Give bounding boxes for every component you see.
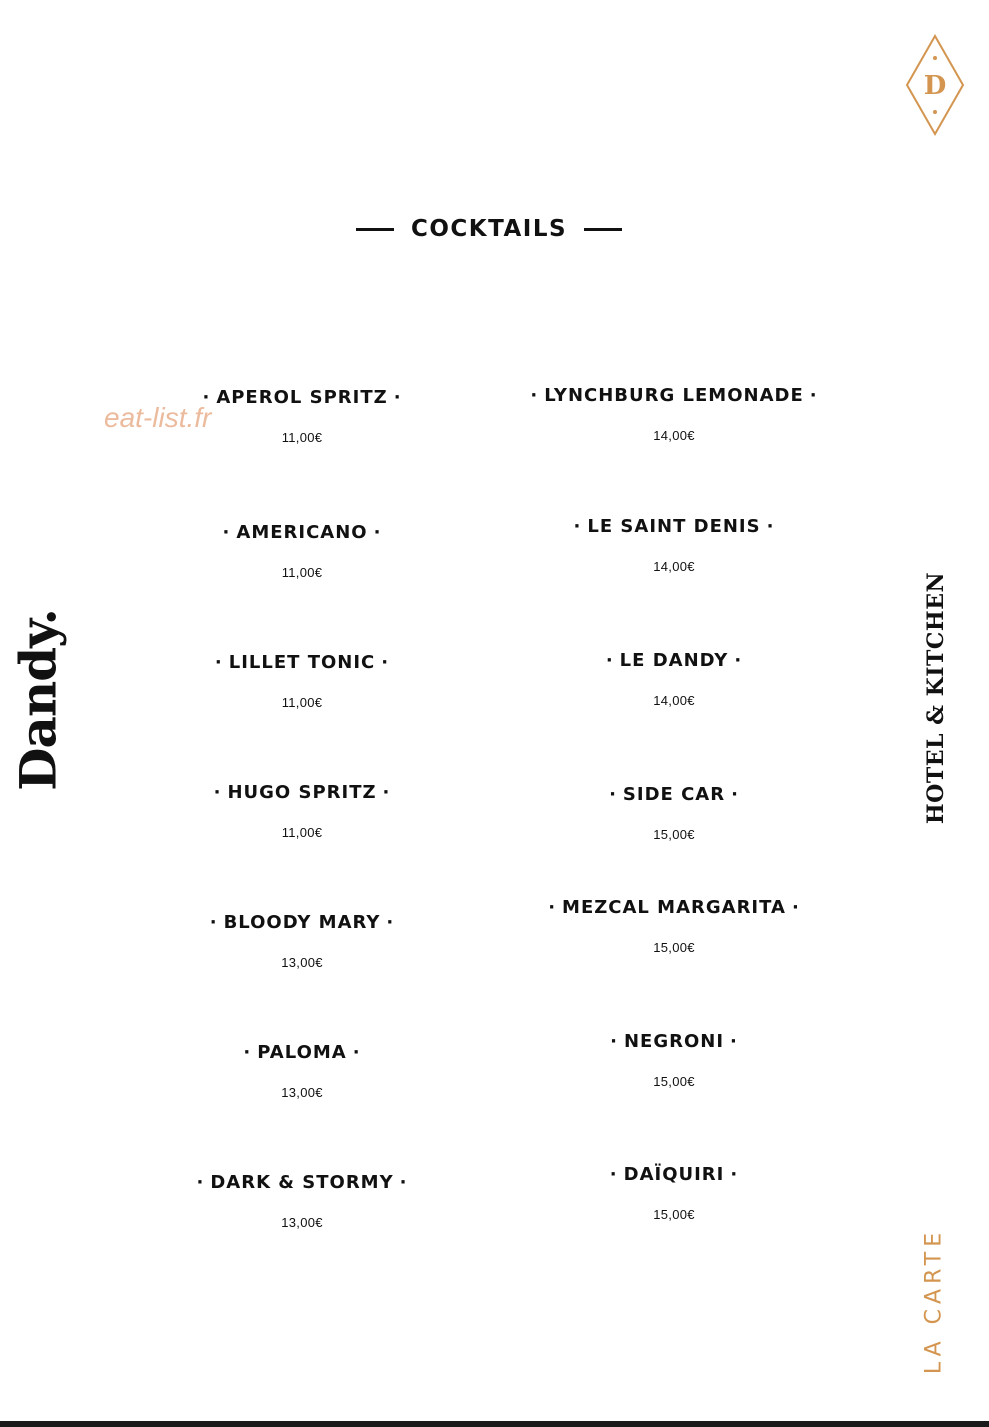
item-name-row: · MEZCAL MARGARITA ·: [548, 897, 800, 918]
menu-item: [474, 650, 874, 708]
menu-item: [474, 516, 874, 574]
item-name: DARK & STORMY: [210, 1172, 394, 1193]
brand-name-vertical: Dandy.: [8, 609, 68, 791]
item-price: 13,00€: [281, 1215, 323, 1230]
item-name-row: · LE SAINT DENIS ·: [573, 516, 775, 537]
menu-item: [102, 912, 502, 970]
item-name-row: · PALOMA ·: [243, 1042, 361, 1063]
item-name: APEROL SPRITZ: [216, 387, 388, 408]
heading-rule-left: [356, 228, 394, 231]
item-name: BLOODY MARY: [223, 912, 381, 933]
item-name: MEZCAL MARGARITA: [562, 897, 786, 918]
item-name: SIDE CAR: [622, 784, 726, 805]
item-price: 11,00€: [281, 430, 323, 445]
item-name-row: · HUGO SPRITZ ·: [213, 782, 391, 803]
menu-item: [474, 897, 874, 955]
menu-item: [102, 522, 502, 580]
menu-item: [474, 385, 874, 443]
item-name: AMERICANO: [236, 522, 368, 543]
menu-item: [474, 1164, 874, 1222]
item-price: 14,00€: [653, 428, 695, 443]
menu-item: [474, 784, 874, 842]
item-name-row: · NEGRONI ·: [610, 1031, 738, 1052]
menu-item: [102, 1042, 502, 1100]
item-name: LYNCHBURG LEMONADE: [544, 385, 804, 406]
item-name-row: · DARK & STORMY ·: [196, 1172, 408, 1193]
item-name: DAÏQUIRI: [623, 1164, 725, 1185]
watermark: eat-list.fr: [104, 402, 212, 433]
item-price: 14,00€: [653, 559, 695, 574]
menu-item: [102, 652, 502, 710]
bottom-bar: [0, 1421, 989, 1427]
item-price: 11,00€: [281, 565, 323, 580]
item-price: 15,00€: [653, 1207, 695, 1222]
logo-letter: D: [923, 71, 947, 101]
item-price: 14,00€: [653, 693, 695, 708]
menu-item: [102, 782, 502, 840]
menu-item: [474, 1031, 874, 1089]
item-name-row: · LILLET TONIC ·: [214, 652, 390, 673]
item-price: 13,00€: [281, 955, 323, 970]
item-name-row: · SIDE CAR ·: [609, 784, 739, 805]
heading-rule-right: [584, 228, 622, 231]
item-name: LE DANDY: [619, 650, 729, 671]
item-name-row: · AMERICANO ·: [222, 522, 382, 543]
item-name: LILLET TONIC: [228, 652, 376, 673]
item-name: NEGRONI: [623, 1031, 725, 1052]
menu-item: [102, 1172, 502, 1230]
item-price: 13,00€: [281, 1085, 323, 1100]
item-price: 11,00€: [281, 695, 323, 710]
brand-tagline-vertical: HOTEL & KITCHEN: [923, 571, 949, 825]
dandy-logo-icon: [905, 34, 965, 136]
item-name-row: · DAÏQUIRI ·: [609, 1164, 739, 1185]
item-price: 15,00€: [653, 940, 695, 955]
section-title: COCKTAILS: [410, 216, 568, 242]
item-name-row: · BLOODY MARY ·: [209, 912, 395, 933]
item-name-row: · APEROL SPRITZ ·: [202, 387, 402, 408]
section-heading: [356, 212, 622, 246]
item-name: LE SAINT DENIS: [587, 516, 761, 537]
item-name: PALOMA: [257, 1042, 347, 1063]
item-price: 15,00€: [653, 827, 695, 842]
item-name-row: · LYNCHBURG LEMONADE ·: [530, 385, 818, 406]
item-price: 11,00€: [281, 825, 323, 840]
item-name-row: · LE DANDY ·: [605, 650, 743, 671]
item-name: HUGO SPRITZ: [227, 782, 377, 803]
item-price: 15,00€: [653, 1074, 695, 1089]
section-label-vertical: LA CARTE: [921, 1227, 947, 1375]
